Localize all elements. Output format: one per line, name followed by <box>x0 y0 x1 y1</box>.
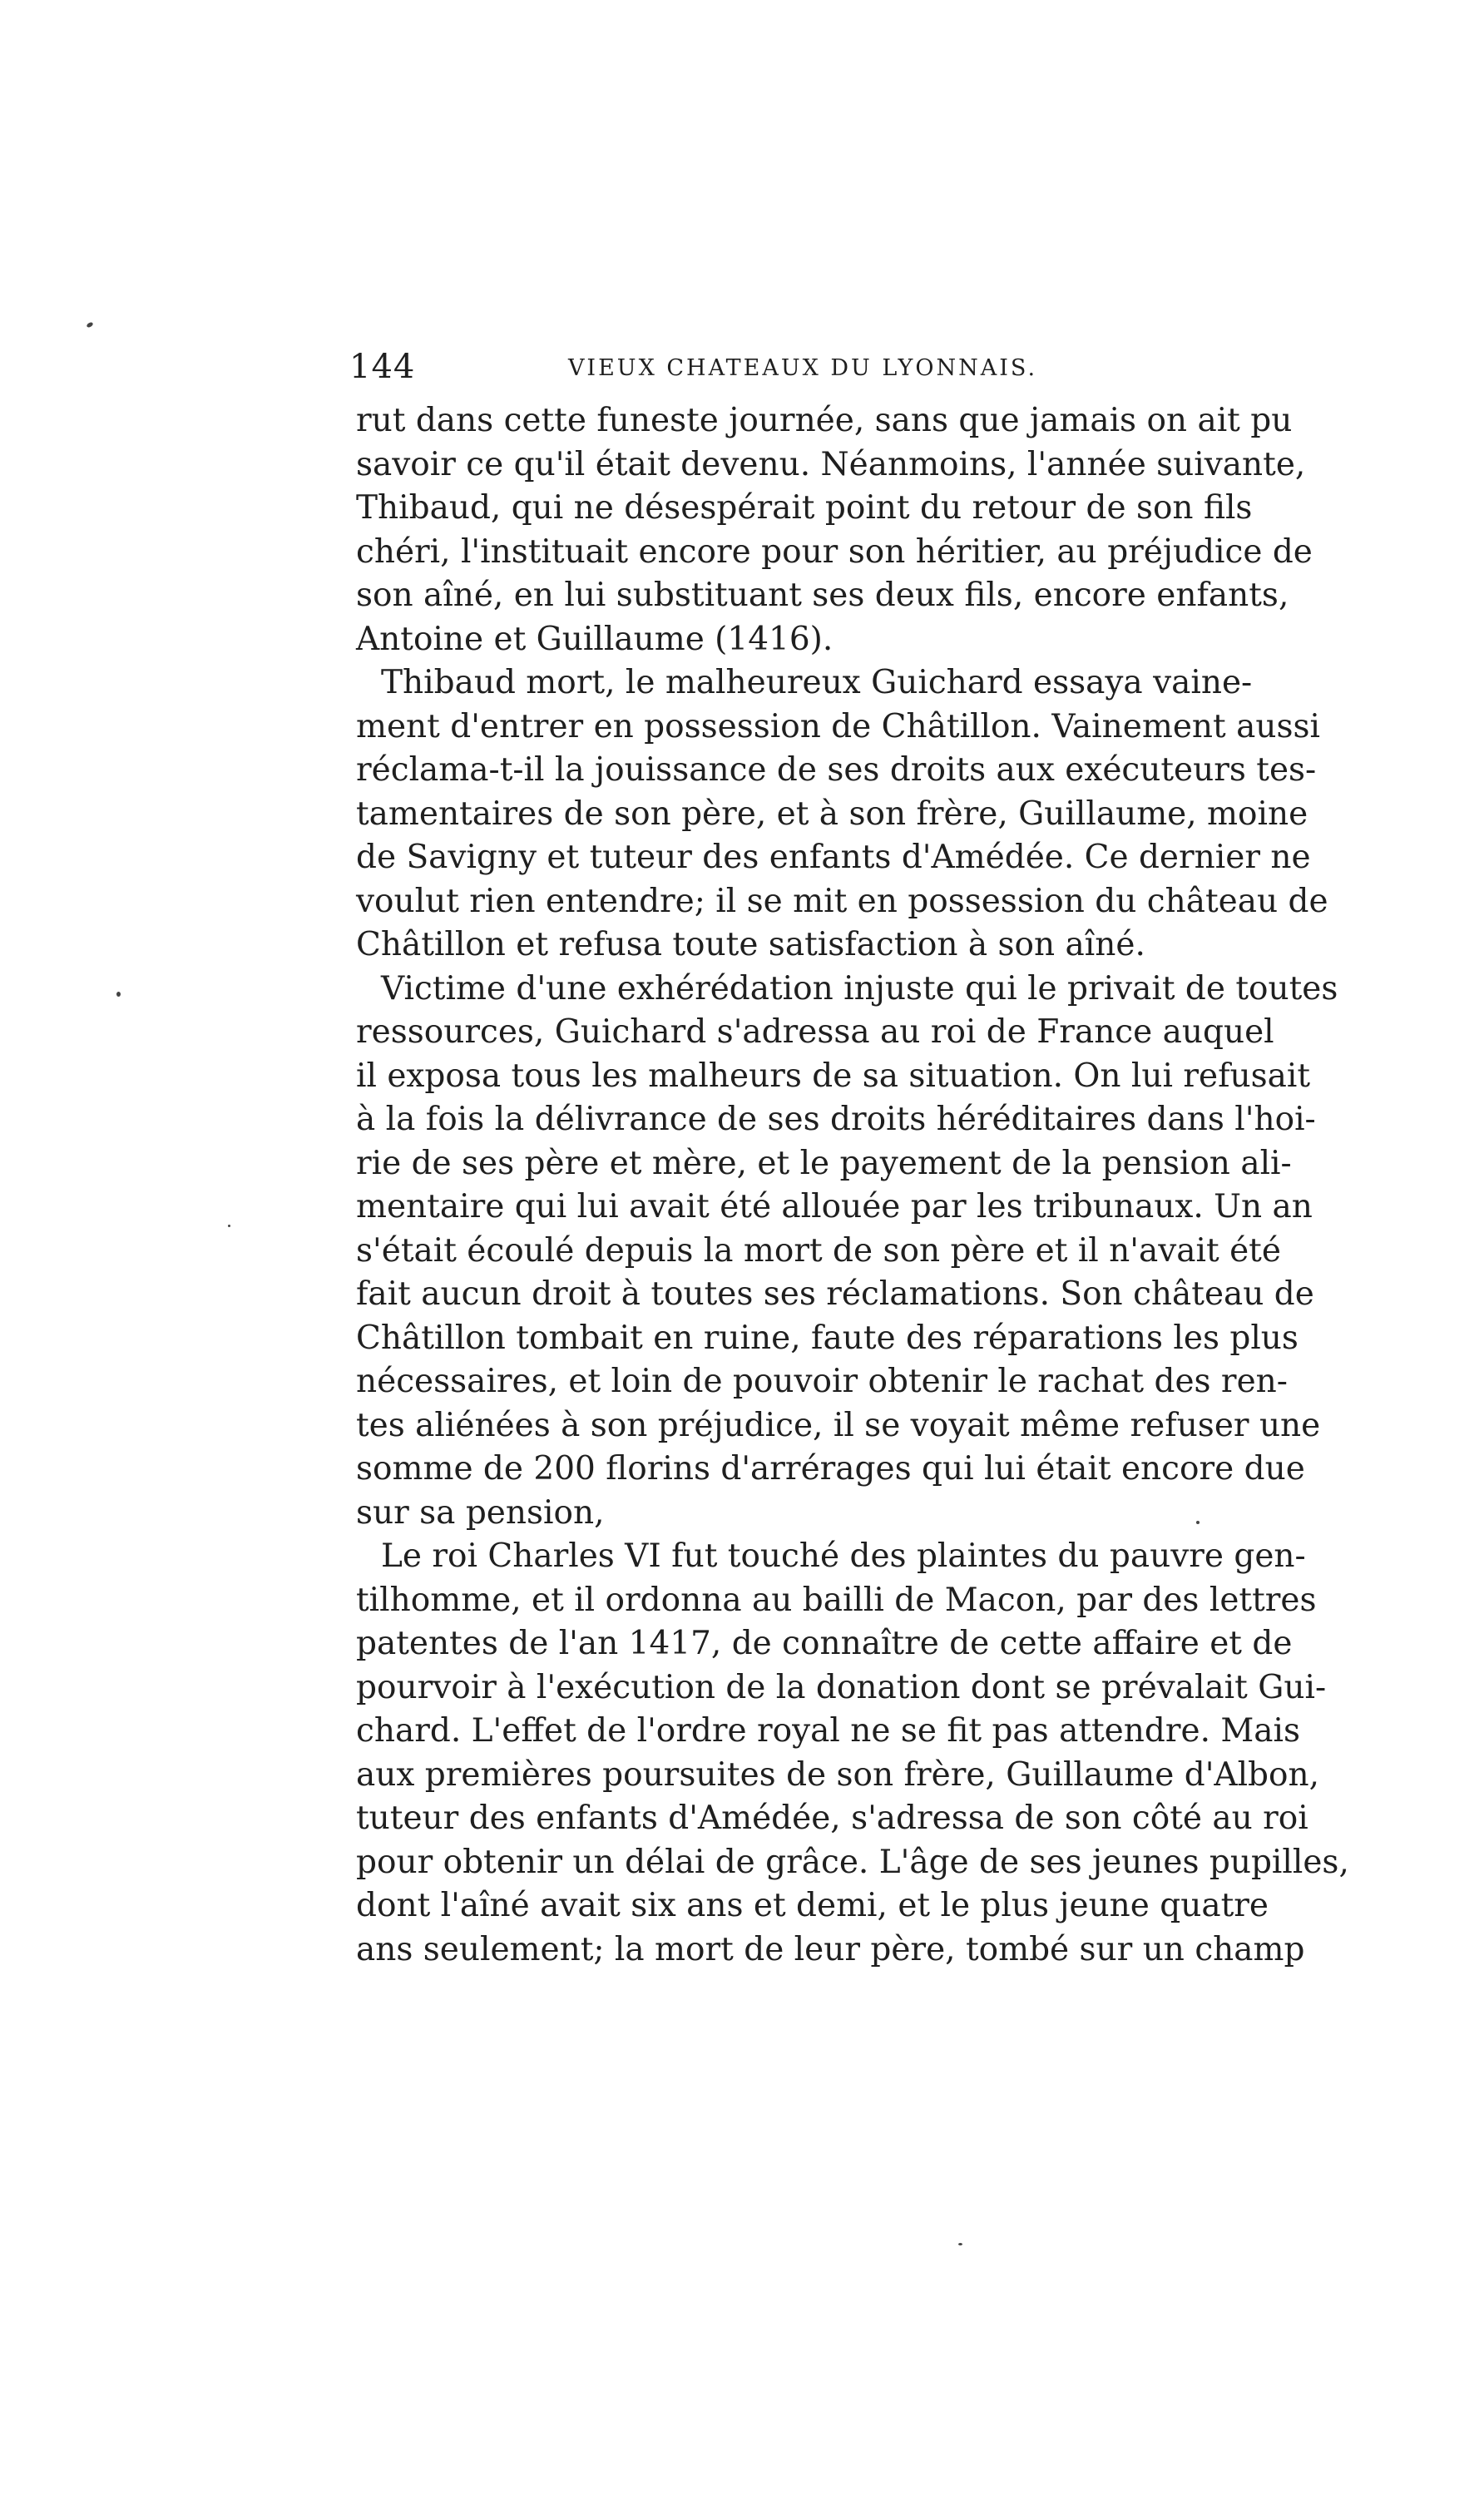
scan-speck <box>86 321 93 328</box>
paragraph <box>356 968 1338 1536</box>
page-header <box>349 348 1256 394</box>
text-line: aux premières poursuites de son frère, Guillaume d'Albon, <box>356 1755 1320 1794</box>
text-line: de Savigny et tuteur des enfants d'Amédée. Ce dernier ne <box>356 839 1311 876</box>
scan-speck <box>958 2243 962 2245</box>
text-line: Thibaud, qui ne désespérait point du retour de son fils <box>356 489 1253 527</box>
paragraph <box>356 399 1313 661</box>
text-line: Antoine et Guillaume (1416). <box>356 620 834 658</box>
body-text <box>356 399 1349 1972</box>
text-line: ressources, Guichard s'adressa au roi de France auquel <box>356 1013 1274 1051</box>
text-line: Le roi Charles VI fut touché des plaintes du pauvre gen- <box>381 1537 1306 1575</box>
text-line: dont l'aîné avait six ans et demi, et le plus jeune quatre <box>356 1887 1269 1924</box>
text-line: à la fois la délivrance de ses droits héréditaires dans l'hoi- <box>356 1101 1316 1138</box>
paragraph <box>356 1535 1349 1972</box>
text-line: Châtillon et refusa toute satisfaction à son aîné. <box>356 926 1145 963</box>
text-line: Thibaud mort, le malheureux Guichard essaya vaine- <box>381 664 1253 701</box>
text-line: tuteur des enfants d'Amédée, s'adressa de son côté au roi <box>356 1800 1308 1837</box>
text-line: sur sa pension, <box>356 1493 605 1532</box>
text-line: Châtillon tombait en ruine, faute des réparations les plus <box>356 1319 1298 1357</box>
text-line: chéri, l'instituait encore pour son héritier, au préjudice de <box>356 532 1313 571</box>
text-line: mentaire qui lui avait été allouée par les tribunaux. Un an <box>356 1188 1313 1225</box>
text-line: fait aucun droit à toutes ses réclamations. Son château de <box>356 1275 1314 1313</box>
text-line: pour obtenir un délai de grâce. L'âge de ses jeunes pupilles, <box>356 1843 1349 1881</box>
text-line: patentes de l'an 1417, de connaître de cette affaire et de <box>356 1625 1293 1662</box>
text-line: voulut rien entendre; il se mit en possession du château de <box>356 882 1328 920</box>
text-line: ans seulement; la mort de leur père, tombé sur un champ <box>356 1930 1305 1968</box>
text-line: rut dans cette funeste journée, sans que jamais on ait pu <box>356 402 1293 439</box>
text-line: somme de 200 florins d'arrérages qui lui était encore due <box>356 1450 1305 1488</box>
paragraph <box>356 661 1328 968</box>
text-line: tilhomme, et il ordonna au bailli de Macon, par des lettres <box>356 1581 1317 1619</box>
running-title: VIEUX CHATEAUX DU LYONNAIS. <box>567 355 1038 381</box>
text-line: s'était écoulé depuis la mort de son père et il n'avait été <box>356 1231 1281 1270</box>
text-line: savoir ce qu'il était devenu. Néanmoins, l'année suivante, <box>356 445 1306 483</box>
text-line: il exposa tous les malheurs de sa situation. On lui refusait <box>356 1057 1311 1095</box>
text-line: pourvoir à l'exécution de la donation dont se prévalait Gui- <box>356 1668 1327 1706</box>
text-line: réclama-t-il la jouissance de ses droits aux exécuteurs tes- <box>356 751 1317 789</box>
text-line: chard. L'effet de l'ordre royal ne se fit pas attendre. Mais <box>356 1712 1301 1750</box>
text-line: tes aliénées à son préjudice, il se voyait même refuser une <box>356 1406 1321 1444</box>
text-line: rie de ses père et mère, et le payement de la pension ali- <box>356 1144 1292 1182</box>
scan-speck <box>116 992 121 997</box>
text-line: nécessaires, et loin de pouvoir obtenir le rachat des ren- <box>356 1363 1288 1400</box>
scan-speck <box>228 1225 230 1227</box>
scan-speck <box>1196 1521 1200 1524</box>
text-line: tamentaires de son père, et à son frère, Guillaume, moine <box>356 795 1308 833</box>
text-line: ment d'entrer en possession de Châtillon. Vainement aussi <box>356 707 1320 745</box>
text-line: Victime d'une exhérédation injuste qui le privait de toutes <box>381 969 1338 1007</box>
text-line: son aîné, en lui substituant ses deux fils, encore enfants, <box>356 577 1289 614</box>
page-number: 144 <box>349 348 416 386</box>
